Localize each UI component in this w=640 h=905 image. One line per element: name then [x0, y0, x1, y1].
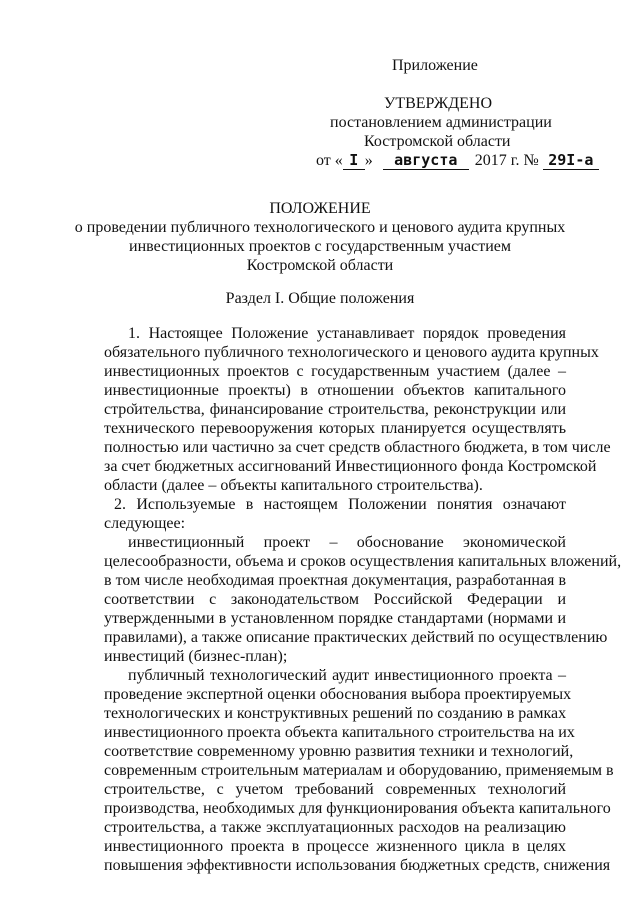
body-line: в том числе необходимая проектная документация, разработанная в — [104, 572, 566, 589]
title-line-1: о проведении публичного технологического и ценового аудита крупных — [74, 219, 566, 236]
region-label: Костромской области — [364, 133, 511, 150]
date-prefix: от « — [316, 152, 343, 169]
body-line: строительстве, с учетом требований современных технологий — [104, 781, 566, 798]
document-title: ПОЛОЖЕНИЕ — [269, 200, 371, 217]
body-line: инвестиционного проекта объекта капитального строительства на их — [104, 724, 575, 741]
date-year: 2017 г. № — [474, 152, 539, 169]
body-line: производства, необходимых для функционирования объекта капитального — [104, 800, 611, 817]
body-line: повышения эффективности использования бюджетных средств, снижения — [104, 857, 611, 874]
body-line: стро̆ительства, финансирование строительства, реконструкции или — [104, 401, 566, 418]
appendix-label: Приложение — [392, 57, 478, 74]
body-line: инвестиционного проекта в процессе жизненного цикла в целях — [104, 838, 566, 855]
body-line: строительства, а также эксплуатационных расходов на реализацию — [104, 819, 566, 836]
approved-label: УТВЕРЖДЕНО — [384, 95, 493, 112]
decree-label: постановлением администрации — [330, 114, 552, 131]
body-line: утвержденными в установленном порядке стандартами (нормами и — [104, 610, 566, 627]
body-line: области (далее – объекты капитального строительства). — [104, 477, 483, 494]
body-line: 2. Используемые в настоящем Положении понятия означают — [114, 496, 566, 513]
body-line: инвестиционный проект – обоснование экономической — [128, 534, 566, 551]
date-mid: » — [364, 152, 373, 169]
body-line: публичный технологический аудит инвестиционного проекта – — [128, 667, 566, 684]
body-line: 1. Настоящее Положение устанавливает порядок проведения — [128, 325, 566, 342]
body-line: технологических и конструктивных решений по созданию в рамках — [104, 705, 567, 722]
body-line: соответствие современному уровню развития техники и технологий, — [104, 743, 574, 760]
body-line: технического перевооружения которых планируется осуществлять — [104, 420, 566, 437]
date-line — [316, 151, 599, 170]
date-month: августа — [394, 151, 458, 169]
title-line-2: инвестиционных проектов с государственным участием — [129, 238, 511, 255]
body-line: соответствии с законодательством Российской Федерации и — [104, 591, 566, 608]
body-line: полностью или частично за счет средств областного бюджета, в том числе — [104, 439, 611, 456]
body-line: инвестиций (бизнес-план); — [104, 648, 288, 665]
body-line: обязательного публичного технологического и ценового аудита крупных — [104, 344, 599, 361]
title-line-3: Костромской области — [246, 257, 394, 274]
body-line: правилами), а также описание практических действий по осуществлению — [104, 629, 608, 646]
body-line: инвестиционных проектов с государственным участием (далее – — [104, 363, 566, 380]
body-line: следующее: — [104, 515, 186, 532]
section-heading: Раздел I. Общие положения — [225, 290, 415, 307]
body-line: за счет бюджетных ассигнований Инвестиционного фонда Костромской — [104, 458, 597, 475]
body-line: целесообразности, объема и сроков осуществления капитальных вложений, — [104, 553, 622, 570]
date-day: I — [349, 151, 359, 169]
body-line: современным строительным материалам и оборудованию, применяемым в — [104, 762, 614, 779]
document-number: 29I-а — [548, 151, 594, 169]
body-line: проведение экспертной оценки обоснования выбора проектируемых — [104, 686, 572, 703]
body-line: инвестиционные проекты) в отношении объектов капитального — [104, 382, 566, 399]
